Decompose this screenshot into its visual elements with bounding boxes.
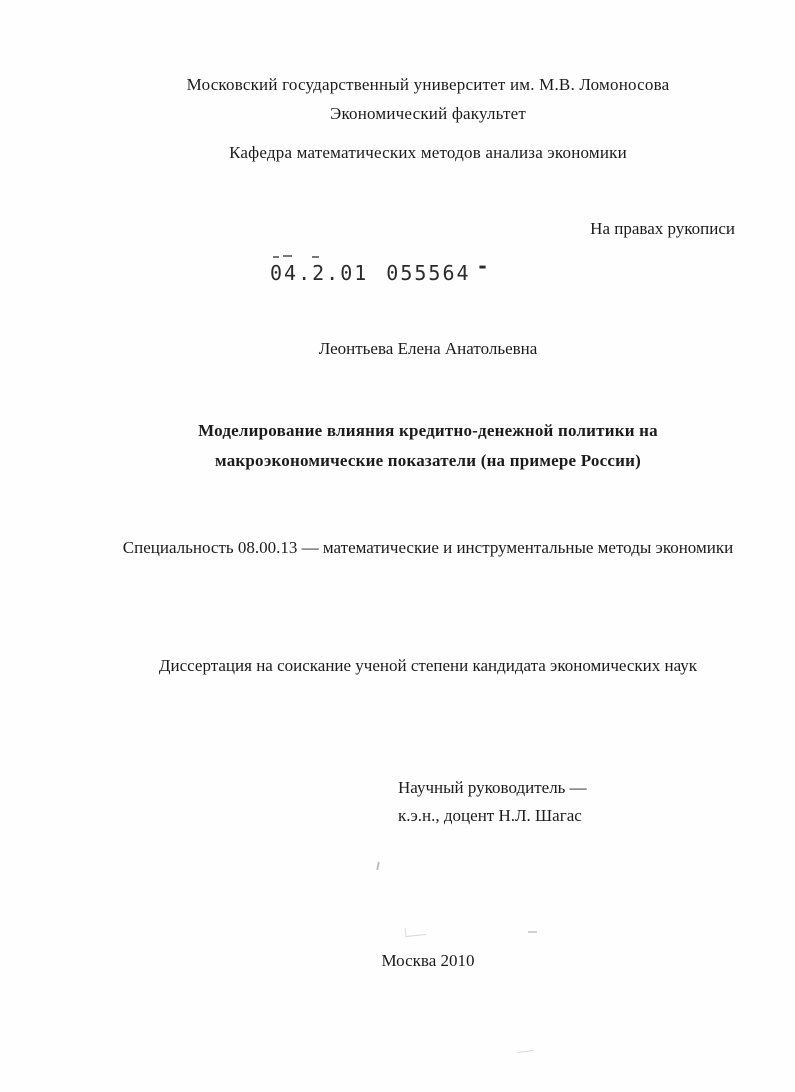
supervisor-name: к.э.н., доцент Н.Л. Шагас	[398, 806, 582, 825]
scan-artifact	[405, 926, 427, 937]
specialty-line: Специальность 08.00.13 — математические и инструментальные методы экономики	[122, 538, 734, 557]
city-year: Москва 2010	[381, 951, 475, 970]
stamp-number: 055564	[386, 260, 471, 286]
stamp-overline-mark	[273, 256, 279, 258]
stamp-overline-mark	[283, 255, 292, 257]
library-stamp	[270, 253, 491, 286]
dissertation-title: Моделирование влияния кредитно-денежной политики на макроэкономические показатели (на примере России)	[198, 421, 658, 470]
stamp-suffix-dash: -	[476, 253, 491, 279]
department-name: Кафедра математических методов анализа экономики	[229, 143, 627, 162]
manuscript-note: На правах рукописи	[590, 219, 735, 238]
stamp-overline-mark	[312, 256, 319, 258]
supervisor-block	[398, 774, 587, 830]
author-name: Леонтьева Елена Анатольевна	[318, 339, 538, 358]
scan-artifact	[517, 1044, 534, 1053]
scan-artifact	[528, 931, 537, 933]
faculty-name: Экономический факультет	[330, 104, 526, 123]
stamp-code: 04.2.01	[270, 260, 369, 286]
supervisor-label: Научный руководитель —	[398, 778, 587, 797]
university-name: Московский государственный университет им. М.В. Ломоносова	[186, 75, 670, 94]
scan-artifact	[376, 862, 380, 870]
degree-line: Диссертация на соискание ученой степени кандидата экономических наук	[158, 656, 698, 675]
